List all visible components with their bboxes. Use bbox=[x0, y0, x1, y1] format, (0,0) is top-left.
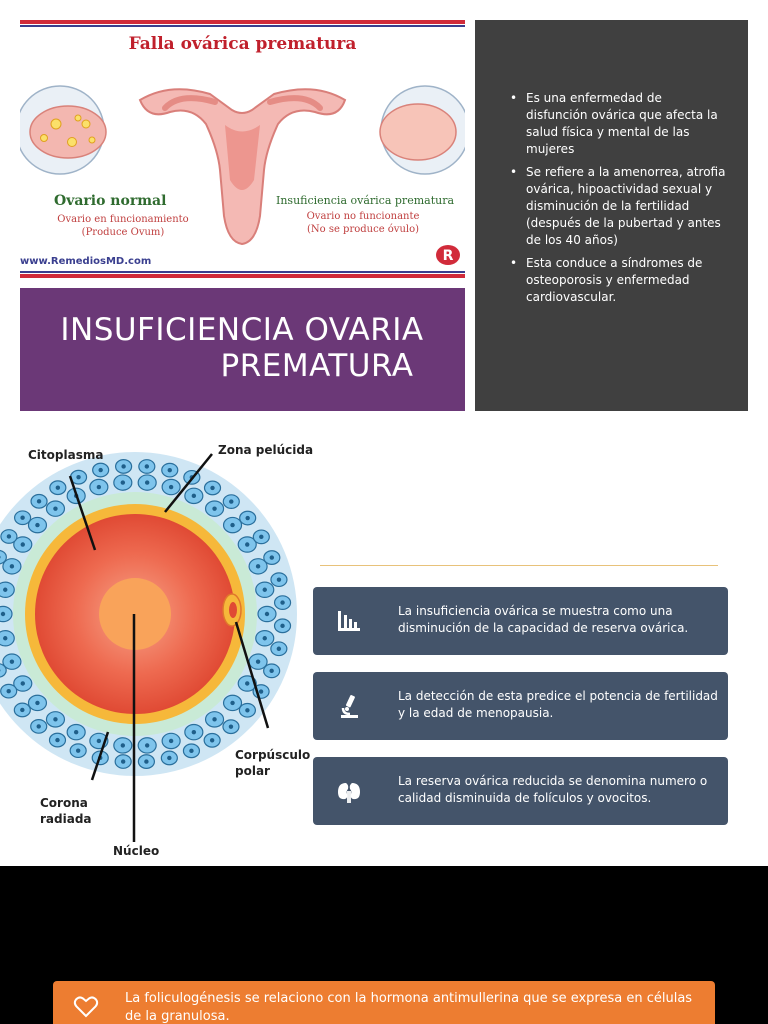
bullet-item: • Es una enfermedad de disfunción ovárica que afecta la salud física y mental de las mujeres bbox=[507, 90, 727, 158]
corona-cell-nucleus bbox=[277, 577, 281, 581]
corona-cell-nucleus bbox=[245, 681, 249, 685]
corona-cell-nucleus bbox=[121, 464, 125, 468]
corona-cell-nucleus bbox=[169, 485, 173, 489]
label-corona-line-2: radiada bbox=[40, 812, 92, 826]
corona-cell-nucleus bbox=[37, 499, 41, 503]
normal-ovary-sub-2: (Produce Ovum) bbox=[81, 227, 165, 238]
corona-cell-nucleus bbox=[21, 542, 25, 546]
label-zona-pelucida: Zona pelúcida bbox=[218, 443, 314, 457]
corona-cell-nucleus bbox=[20, 516, 24, 520]
corona-cell-nucleus bbox=[144, 759, 148, 763]
corona-cell-nucleus bbox=[10, 564, 14, 568]
normal-ovary-sub bbox=[48, 213, 198, 239]
insufficiency-sub bbox=[288, 210, 438, 236]
bullet-item: • Esta conduce a síndromes de osteoporosis y enfermedad cardiovascular. bbox=[507, 255, 727, 306]
corona-cell-nucleus bbox=[263, 636, 267, 640]
corona-cell-nucleus bbox=[280, 600, 284, 604]
label-corpusculo-polar bbox=[235, 747, 310, 779]
corona-cell-nucleus bbox=[167, 756, 171, 760]
website-text: www.RemediosMD.com bbox=[20, 256, 152, 267]
slide-title bbox=[42, 312, 442, 384]
normal-ovary-sub-1: Ovario en funcionamiento bbox=[57, 214, 189, 225]
bullet-item: • Se refiere a la amenorrea, atrofia ovárica, hipoactividad sexual y disminución de la fertilidad (después de la pubertad y antes de los 40 años) bbox=[507, 164, 727, 249]
info-card-reserve bbox=[313, 587, 728, 655]
label-corona-line-1: Corona bbox=[40, 796, 88, 810]
ovary-diagram bbox=[20, 20, 465, 278]
corona-cell-nucleus bbox=[76, 475, 80, 479]
card-text: La insuficiencia ovárica se muestra como una disminución de la capacidad de reserva ovárica. bbox=[398, 604, 689, 635]
corona-cell-nucleus bbox=[74, 730, 78, 734]
corona-cell-nucleus bbox=[121, 743, 125, 747]
corona-cell-nucleus bbox=[229, 499, 233, 503]
corona-cell-nucleus bbox=[263, 588, 267, 592]
corona-cell-nucleus bbox=[35, 701, 39, 705]
corona-cell-nucleus bbox=[168, 468, 172, 472]
divider-line bbox=[320, 565, 718, 566]
bar-chart-icon bbox=[335, 607, 363, 635]
normal-ovary-icon bbox=[20, 86, 106, 174]
corona-cell-nucleus bbox=[189, 749, 193, 753]
title-box bbox=[20, 288, 465, 411]
card-text: La reserva ovárica reducida se denomina numero o calidad disminuida de folículos y ovocitos. bbox=[398, 774, 708, 805]
bottom-red-bar bbox=[20, 274, 465, 278]
corona-cell-nucleus bbox=[229, 724, 233, 728]
insufficiency-label: Insuficiencia ovárica prematura bbox=[276, 194, 455, 207]
corona-cell-nucleus bbox=[280, 624, 284, 628]
uterus-illustration bbox=[20, 20, 465, 278]
info-card-reduced-reserve bbox=[313, 757, 728, 825]
label-corpusculo-line-1: Corpúsculo bbox=[235, 748, 311, 762]
bottom-navy-bar bbox=[20, 271, 465, 273]
corona-cell-nucleus bbox=[210, 486, 214, 490]
corona-cell-nucleus bbox=[10, 659, 14, 663]
corona-cell-nucleus bbox=[1, 612, 5, 616]
insufficiency-sub-1: Ovario no funcionante bbox=[306, 211, 420, 222]
corona-cell-nucleus bbox=[270, 555, 274, 559]
corona-cell-nucleus bbox=[210, 738, 214, 742]
info-card-detection bbox=[313, 672, 728, 740]
bullet-list bbox=[507, 90, 727, 312]
slide-3 bbox=[0, 866, 768, 1024]
slide-title-line-1: INSUFICIENCIA OVARIA bbox=[60, 312, 424, 348]
corona-cell-nucleus bbox=[145, 464, 149, 468]
corona-cell-nucleus bbox=[245, 516, 249, 520]
corona-cell-nucleus bbox=[245, 708, 249, 712]
corona-cell-nucleus bbox=[55, 738, 59, 742]
info-card-folliculogenesis bbox=[53, 981, 715, 1024]
heart-icon bbox=[73, 995, 99, 1019]
corona-cell-nucleus bbox=[121, 480, 125, 484]
label-nucleo: Núcleo bbox=[113, 844, 160, 858]
corona-cell-nucleus bbox=[230, 523, 234, 527]
corona-cell-nucleus bbox=[145, 480, 149, 484]
corona-cell-nucleus bbox=[145, 743, 149, 747]
corona-cell-nucleus bbox=[97, 485, 101, 489]
corona-cell-nucleus bbox=[6, 689, 10, 693]
microscope-icon bbox=[335, 692, 363, 720]
corona-cell-nucleus bbox=[97, 739, 101, 743]
corona-cell-nucleus bbox=[212, 506, 216, 510]
corona-cell-nucleus bbox=[121, 759, 125, 763]
corona-cell-nucleus bbox=[37, 724, 41, 728]
corona-cell-nucleus bbox=[259, 535, 263, 539]
corona-cell-nucleus bbox=[76, 748, 80, 752]
corona-cell-nucleus bbox=[3, 636, 7, 640]
corona-cell-nucleus bbox=[53, 717, 57, 721]
svg-text:R: R bbox=[442, 248, 454, 264]
corona-cell-nucleus bbox=[230, 701, 234, 705]
corona-cell-nucleus bbox=[212, 717, 216, 721]
corona-cell-nucleus bbox=[265, 612, 269, 616]
corona-cell-nucleus bbox=[192, 730, 196, 734]
corona-cell-nucleus bbox=[3, 588, 7, 592]
corona-cell-nucleus bbox=[169, 739, 173, 743]
corona-cell-nucleus bbox=[245, 542, 249, 546]
bullet-panel bbox=[475, 20, 748, 411]
remedios-logo-icon bbox=[435, 244, 461, 266]
normal-ovary-label: Ovario normal bbox=[54, 193, 167, 209]
kidneys-icon bbox=[335, 777, 363, 805]
corona-cell-nucleus bbox=[259, 689, 263, 693]
corona-cell-nucleus bbox=[269, 669, 273, 673]
corona-cell-nucleus bbox=[21, 681, 25, 685]
corona-cell-nucleus bbox=[35, 523, 39, 527]
corona-cell-nucleus bbox=[256, 659, 260, 663]
label-citoplasma: Citoplasma bbox=[28, 448, 104, 462]
card-text: La detección de esta predice el potencia de fertilidad y la edad de menopausia. bbox=[398, 689, 718, 720]
corona-cell-nucleus bbox=[277, 647, 281, 651]
slide-2 bbox=[0, 432, 768, 866]
corona-cell-nucleus bbox=[98, 468, 102, 472]
corona-cell-nucleus bbox=[7, 534, 11, 538]
label-corpusculo-line-2: polar bbox=[235, 764, 270, 778]
label-corona-radiada bbox=[40, 795, 92, 827]
corona-cell-nucleus bbox=[256, 564, 260, 568]
oocyte-diagram bbox=[0, 432, 320, 866]
diagram-title: Falla ovárica prematura bbox=[128, 34, 357, 54]
corona-cell-nucleus bbox=[53, 506, 57, 510]
failing-ovary-icon bbox=[380, 86, 465, 174]
slide-1 bbox=[0, 0, 768, 432]
insufficiency-sub-2: (No se produce óvulo) bbox=[306, 224, 420, 235]
corona-cell-nucleus bbox=[20, 708, 24, 712]
corona-cell-nucleus bbox=[192, 494, 196, 498]
slide-title-line-2: PREMATURA bbox=[220, 348, 414, 384]
corona-cell-nucleus bbox=[56, 485, 60, 489]
card-text: La foliculogénesis se relaciono con la hormona antimullerina que se expresa en células de la granulosa. bbox=[125, 991, 693, 1024]
